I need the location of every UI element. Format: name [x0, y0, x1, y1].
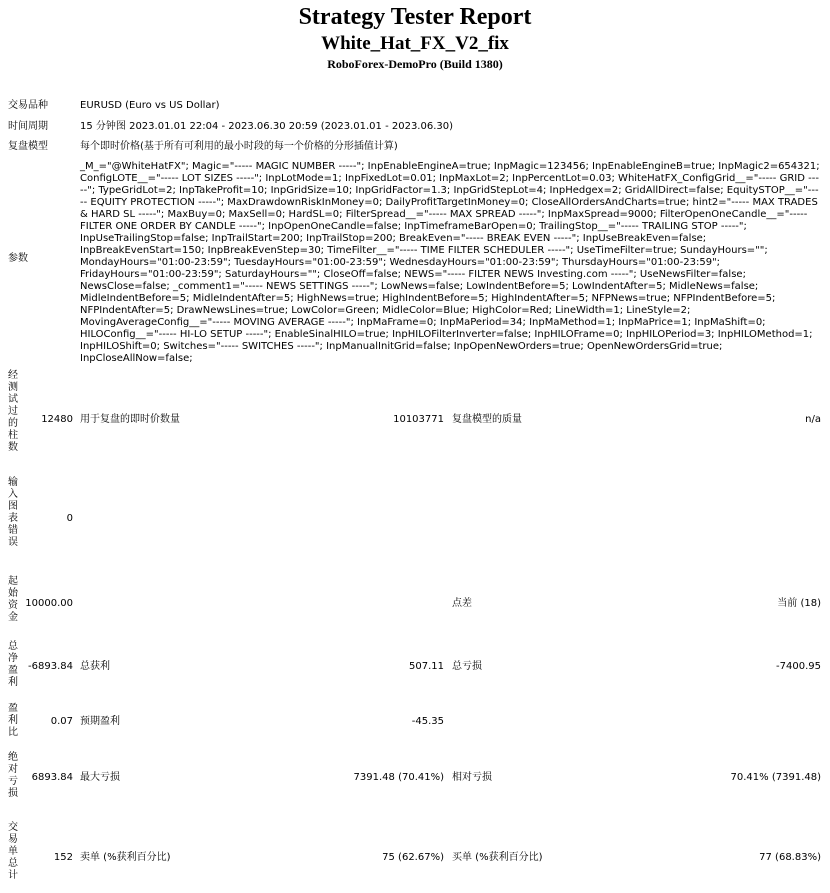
ticks-modelled-value: 10103771	[393, 414, 444, 425]
total-trades-value: 152	[53, 852, 73, 863]
long-positions-label: 买单 (%获利百分比)	[452, 852, 543, 863]
modelling-quality-value: n/a	[805, 414, 821, 425]
initial-deposit-label: 起始资金	[8, 576, 18, 623]
gross-loss-label: 总亏损	[452, 661, 482, 672]
maximal-drawdown-value: 7391.48 (70.41%)	[353, 772, 444, 783]
gross-loss-value: -7400.95	[776, 661, 821, 672]
relative-drawdown-label: 相对亏损	[452, 772, 492, 783]
expert-advisor-name: White_Hat_FX_V2_fix	[321, 33, 509, 54]
modelling-quality-label: 复盘模型的质量	[452, 414, 522, 425]
profit-factor-label: 盈利比	[8, 703, 18, 738]
total-trades-label: 交易单总计	[8, 822, 18, 881]
spread-label: 点差	[452, 598, 472, 609]
mismatched-chart-errors-label: 输入图表错误	[8, 477, 18, 548]
bars-tested-label: 经测试过的柱数	[8, 370, 18, 453]
period-label: 时间周期	[8, 121, 48, 132]
short-positions-value: 75 (62.67%)	[382, 852, 444, 863]
symbol-label: 交易品种	[8, 100, 48, 111]
relative-drawdown-value: 70.41% (7391.48)	[730, 772, 821, 783]
total-net-profit-value: -6893.84	[28, 661, 73, 672]
absolute-drawdown-value: 6893.84	[31, 772, 73, 783]
absolute-drawdown-label: 绝对亏损	[8, 752, 18, 799]
model-value: 每个即时价格(基于所有可利用的最小时段的每一个价格的分形插值计算)	[80, 141, 398, 152]
profit-factor-value: 0.07	[50, 716, 73, 727]
long-positions-value: 77 (68.83%)	[759, 852, 821, 863]
symbol-value: EURUSD (Euro vs US Dollar)	[80, 100, 220, 111]
report-title: Strategy Tester Report	[298, 4, 532, 30]
expected-payoff-label: 预期盈利	[80, 716, 120, 727]
parameters-label: 参数	[8, 253, 28, 264]
period-value: 15 分钟图 2023.01.01 22:04 - 2023.06.30 20:59 (2023.01.01 - 2023.06.30)	[80, 121, 454, 132]
parameters-value: _M_="@WhiteHatFX"; Magic="----- MAGIC NUMBER -----"; InpEnableEngineA=true; InpMagic=123456; InpEnableEngineB=true; InpMagic2=654321; ConfigLOTE__="----- LOT SIZES -----"; InpLotMode=1; InpFixedLot=0.01; InpMaxLot=2; InpPercentLot=0.03; WhiteHatFX_ConfigGrid__="----- GRID -----"; TypeGridLot=2; InpTakeProfit=10; InpGridSize=10; InpGridFactor=1.3; InpGridStepLot=4; InpHedgex=2; GridAllDirect=false; EquitySTOP__="----- EQUITY PROTECTION -----"; MaxDrawdownRiskInMoney=0; DailyProfitTargetInMoney=0; CloseAllOrdersAndCharts=true; hint2="----- MAX TRADES & HARD SL -----"; MaxBuy=0; MaxSell=0; HardSL=0; FilterSpread__="----- MAX SPREAD -----"; InpMaxSpread=9000; FilterOpenOneCandle__="----- FILTER ONE ORDER BY CANDLE -----"; InpOpenOneCandle=false; InpTimeframeBarOpen=0; TrailingStop__="----- TRAILING STOP -----"; InpUseTrailingStop=false; InpTrailStart=200; InpTrailStop=200; BreakEven="----- BREAK EVEN -----"; InpUseBreakEven=false; InpBreakEvenStart=150; InpBreakEvenStep=30; TimeFilter__="----- TIME FILTER SCHEDULER -----"; UseTimeFilter=true; SundayHours=""; MondayHours="01:00-23:59"; TuesdayHours="01:00-23:59"; WednesdayHours="01:00-23:59"; ThursdayHours="01:00-23:59"; FridayHours="01:00-23:59"; SaturdayHours=""; CloseOff=false; NEWS="----- FILTER NEWS Investing.com -----"; UseNewsFilter=false; NewsClose=false; _comment1="----- NEWS SETTINGS -----"; LowNews=false; LowIndentBefore=5; LowIndentAfter=5; MidleNews=false; MidleIndentBefore=5; MidleIndentAfter=5; HighNews=true; HighIndentBefore=5; HighIndentAfter=5; NFPNews=true; NFPIndentBefore=5; NFPIndentAfter=5; DrawNewsLines=true; LowColor=Green; MidleColor=Blue; HighColor=Red; LineWidth=1; LineStyle=2; MovingAverageConfig__="----- MOVING AVERAGE -----"; InpMaFrame=0; InpMaPeriod=34; InpMaMethod=1; InpMaPrice=1; InpMaShift=0; HILOConfig__="----- HI-LO SETUP -----"; EnableSinalHILO=true; InpHILOFilterInverter=false; InpHILOFrame=0; InpHILOPeriod=3; InpHILOMethod=1; InpHILOShift=0; Switches="----- SWITCHES -----"; InpManualInitGrid=false; InpOpenNewOrders=true; OpenNewOrdersGrid=true; InpCloseAllNow=false;	[80, 161, 820, 364]
gross-profit-value: 507.11	[409, 661, 444, 672]
expected-payoff-value: -45.35	[411, 716, 444, 727]
total-net-profit-label: 总净盈利	[8, 641, 18, 688]
spread-value: 当前 (18)	[777, 598, 821, 609]
mismatched-chart-errors-value: 0	[66, 513, 73, 524]
ticks-modelled-label: 用于复盘的即时价数量	[80, 414, 180, 425]
initial-deposit-value: 10000.00	[25, 598, 73, 609]
model-label: 复盘模型	[8, 141, 48, 152]
maximal-drawdown-label: 最大亏损	[80, 772, 120, 783]
gross-profit-label: 总获利	[80, 661, 110, 672]
broker-build: RoboForex-DemoPro (Build 1380)	[327, 57, 503, 71]
bars-tested-value: 12480	[41, 414, 73, 425]
short-positions-label: 卖单 (%获利百分比)	[80, 852, 171, 863]
